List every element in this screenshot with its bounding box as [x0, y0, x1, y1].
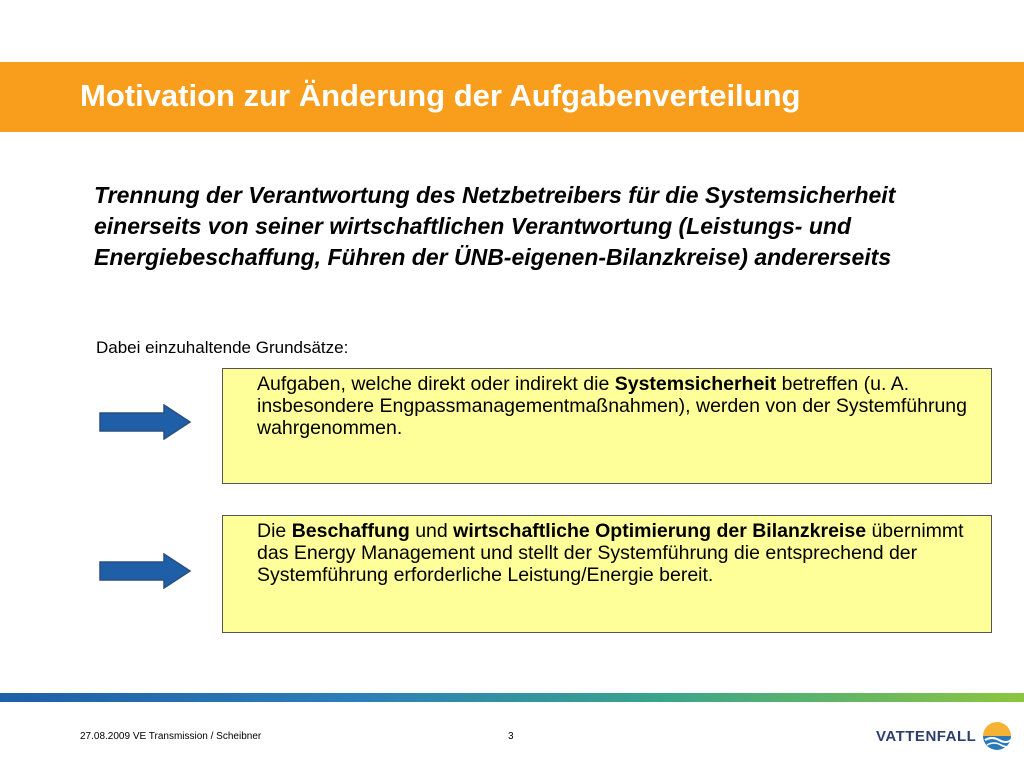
slide-title: Motivation zur Änderung der Aufgabenverteilung — [80, 78, 801, 113]
vattenfall-logo — [876, 716, 1014, 756]
box2-bold-a: Beschaffung — [291, 520, 410, 542]
box2-text-c: übernimmt das Energy Management und stellt der Systemführung die entsprechend der Systemführung erforderliche Leistung/Energie bereit. — [257, 520, 964, 586]
principles-subheading: Dabei einzuhaltende Grundsätze: — [96, 338, 349, 357]
right-arrow-icon — [98, 553, 192, 589]
box1-bold-a: Systemsicherheit — [614, 373, 777, 395]
right-arrow-icon — [98, 404, 192, 440]
slide-headline: Trennung der Verantwortung des Netzbetreibers für die Systemsicherheit einerseits von seiner wirtschaftlichen Verantwortung (Leistungs- und Energiebeschaffung, Führen der ÜNB-eigenen-Bilanzkreise) andererseits — [94, 182, 896, 270]
principle-box-energy-management — [222, 515, 992, 633]
box1-text-a: Aufgaben, welche direkt oder indirekt die — [257, 373, 615, 395]
vattenfall-logo-icon — [980, 719, 1014, 753]
box1-text-b: betreffen (u. A. insbesondere Engpassmanagementmaßnahmen), werden von der Systemführung wahrgenommen. — [257, 373, 967, 439]
box2-text-b: und — [409, 520, 454, 542]
page-number: 3 — [508, 731, 514, 742]
principle-box-system-security — [222, 368, 992, 484]
box2-text-a: Die — [257, 520, 292, 542]
box2-bold-b: wirtschaftliche Optimierung der Bilanzkreise — [453, 520, 867, 542]
footer-divider — [0, 693, 1024, 702]
logo-text: VATTENFALL — [876, 727, 977, 745]
footer-text: 27.08.2009 VE Transmission / Scheibner — [80, 731, 262, 742]
